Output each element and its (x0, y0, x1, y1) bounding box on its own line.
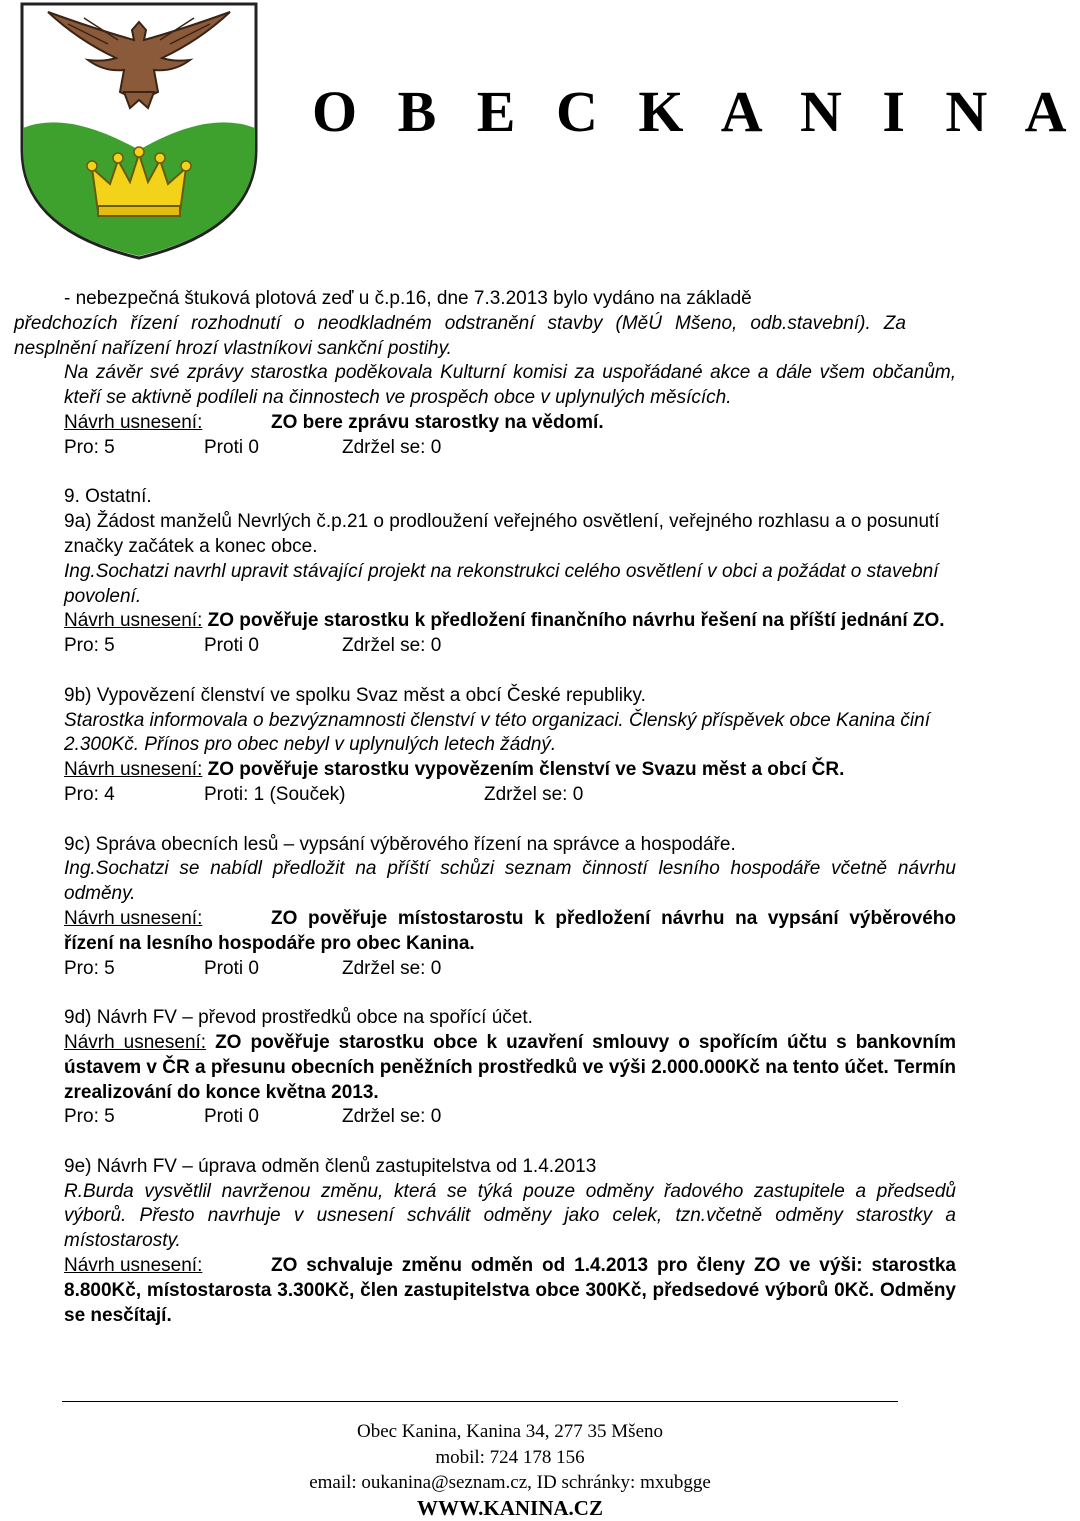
vote-1 (64, 436, 956, 461)
resolution-label: Návrh usnesení: (64, 1254, 271, 1279)
item-9b-heading: 9b) Vypovězení členství ve spolku Svaz měst a obcí České republiky. (64, 684, 956, 709)
vote-against: Proti 0 (204, 634, 342, 659)
vote-2 (64, 634, 956, 659)
resolution-text: ZO pověřuje starostku k předložení finančního návrhu řešení na příští jednání ZO. (208, 610, 945, 631)
resolution-4 (64, 907, 956, 957)
item-9a-text: Ing.Sochatzi navrhl upravit stávající projekt na rekonstrukci celého osvětlení v obci a požádat o stavební povolení. (64, 560, 956, 610)
resolution-text: ZO pověřuje starostku vypovězením členství ve Svazu měst a obcí ČR. (208, 759, 845, 780)
resolution-label: Návrh usnesení: (64, 1032, 206, 1053)
paragraph-hazard-decision-text: předchozích řízení rozhodnutí o neodkladném odstranění stavby (MěÚ Mšeno, odb.stavební). Za nesplnění nařízení hrozí vlastníkovi sankční postihy. (14, 313, 906, 359)
resolution-1 (64, 411, 956, 436)
footer-address: Obec Kanina, Kanina 34, 277 35 Mšeno (0, 1419, 1020, 1445)
vote-abstain: Zdržel se: 0 (342, 437, 441, 458)
resolution-text: ZO pověřuje místostarostu k předložení návrhu na vypsání výběrového řízení na lesního hospodáře pro obec Kanina. (64, 908, 956, 954)
paragraph-hazard-decision (0, 312, 906, 362)
resolution-text: ZO pověřuje starostku obce k uzavření smlouvy o spořícím účtu s bankovním ústavem v ČR a přesunu obecních peněžních prostředků ve výši 2.000.000Kč na tento účet. Termín zrealizování do konce května 2013. (64, 1032, 956, 1103)
resolution-label: Návrh usnesení: (64, 610, 202, 631)
paragraph-hazard-wall: - nebezpečná štuková plotová zeď u č.p.16, dne 7.3.2013 bylo vydáno na základě (64, 287, 956, 312)
vote-against: Proti 0 (204, 957, 342, 982)
vote-for: Pro: 4 (64, 783, 204, 808)
vote-against: Proti: 1 (Souček) (204, 783, 484, 808)
vote-3 (64, 783, 956, 808)
resolution-3 (64, 758, 956, 783)
resolution-label: Návrh usnesení: (64, 411, 271, 436)
item-9e-text: R.Burda vysvětlil navrženou změnu, která se týká pouze odměny řadového zastupitele a předsedů výborů. Přesto navrhuje v usnesení schválit odměny jako celek, tzn.včetně odměny starostky a místostarosty. (64, 1180, 956, 1254)
footer (0, 1419, 1020, 1521)
vote-for: Pro: 5 (64, 1105, 204, 1130)
item-9b-text: Starostka informovala o bezvýznamnosti členství v této organizaci. Členský příspěvek obce Kanina činí 2.300Kč. Přínos pro obec nebyl v uplynulých letech žádný. (64, 709, 956, 759)
resolution-label: Návrh usnesení: (64, 759, 202, 780)
footer-email: email: oukanina@seznam.cz, ID schránky: mxubgge (0, 1470, 1020, 1496)
vote-abstain: Zdržel se: 0 (484, 784, 583, 805)
vote-against: Proti 0 (204, 1105, 342, 1130)
municipality-title: O B E C K A N I N A (312, 78, 1080, 145)
vote-for: Pro: 5 (64, 436, 204, 461)
resolution-5 (64, 1031, 956, 1105)
item-9d-heading: 9d) Návrh FV – převod prostředků obce na spořící účet. (64, 1006, 956, 1031)
section-heading-9: 9. Ostatní. (64, 485, 956, 510)
vote-4 (64, 957, 956, 982)
vote-abstain: Zdržel se: 0 (342, 1106, 441, 1127)
paragraph-closing-thanks: Na závěr své zprávy starostka poděkovala Kulturní komisi za uspořádané akce a dále všem občanům, kteří se aktivně podíleli na činnostech ve prospěch obce v uplynulých měsících. (64, 361, 956, 411)
footer-divider (62, 1401, 898, 1402)
resolution-text: ZO bere zprávu starostky na vědomí. (271, 412, 604, 433)
vote-abstain: Zdržel se: 0 (342, 958, 441, 979)
coat-of-arms-emblem (8, 0, 270, 262)
resolution-2 (64, 609, 956, 634)
vote-against: Proti 0 (204, 436, 342, 461)
resolution-label: Návrh usnesení: (64, 907, 271, 932)
footer-mobile: mobil: 724 178 156 (0, 1445, 1020, 1471)
minutes-body (64, 287, 956, 1328)
vote-abstain: Zdržel se: 0 (342, 635, 441, 656)
item-9a-heading: 9a) Žádost manželů Nevrlých č.p.21 o prodloužení veřejného osvětlení, veřejného rozhlasu a o posunutí značky začátek a konec obce. (64, 510, 956, 560)
resolution-6 (64, 1254, 956, 1328)
resolution-text: ZO schvaluje změnu odměn od 1.4.2013 pro členy ZO ve výši: starostka 8.800Kč, místostarosta 3.300Kč, člen zastupitelstva obce 300Kč, předsedové výborů 0Kč. Odměny se nesčítají. (64, 1255, 956, 1326)
footer-website-link[interactable]: WWW.KANINA.CZ (0, 1496, 1020, 1521)
vote-for: Pro: 5 (64, 957, 204, 982)
item-9e-heading: 9e) Návrh FV – úprava odměn členů zastupitelstva od 1.4.2013 (64, 1155, 956, 1180)
vote-5 (64, 1105, 956, 1130)
item-9c-text: Ing.Sochatzi se nabídl předložit na příští schůzi seznam činností lesního hospodáře včetně návrhu odměny. (64, 857, 956, 907)
vote-for: Pro: 5 (64, 634, 204, 659)
item-9c-heading: 9c) Správa obecních lesů – vypsání výběrového řízení na správce a hospodáře. (64, 833, 956, 858)
